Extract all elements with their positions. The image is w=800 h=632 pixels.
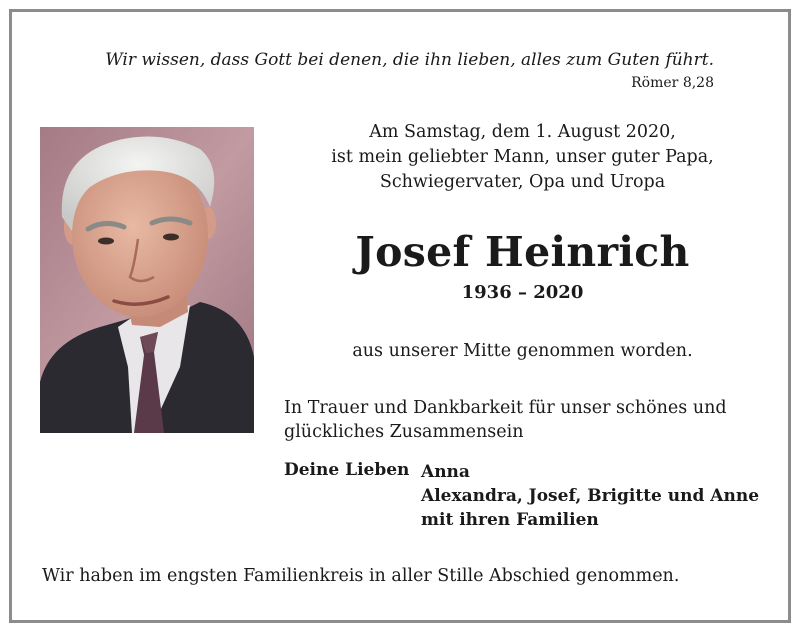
life-years: 1936 – 2020 [461, 282, 584, 303]
intro-line: ist mein geliebter Mann, unser guter Papa, [331, 147, 714, 167]
signature-names [421, 460, 759, 532]
mourning-text [284, 396, 754, 444]
bible-quote: Wir wissen, dass Gott bei denen, die ihn lieben, alles zum Guten führt. [105, 50, 714, 70]
mourning-line: glückliches Zusammensein [284, 422, 524, 442]
death-announcement-intro [300, 120, 745, 195]
signature-name-line: mit ihren Familien [421, 510, 599, 530]
deceased-name: Josef Heinrich [355, 228, 690, 276]
signature-label: Deine Lieben [284, 460, 410, 480]
taken-from-us-line: aus unserer Mitte genommen worden. [352, 341, 693, 361]
intro-line: Schwiegervater, Opa und Uropa [379, 172, 666, 192]
intro-line: Am Samstag, dem 1. August 2020, [369, 122, 676, 142]
closing-statement: Wir haben im engsten Familienkreis in aller Stille Abschied genommen. [42, 566, 680, 586]
mourning-line: In Trauer und Dankbarkeit für unser schönes und [284, 398, 727, 418]
portrait-photo [40, 127, 254, 433]
bible-quote-source: Römer 8,28 [631, 75, 714, 91]
signature-name-line: Anna [421, 462, 470, 482]
signature-name-line: Alexandra, Josef, Brigitte und Anne [421, 486, 760, 506]
